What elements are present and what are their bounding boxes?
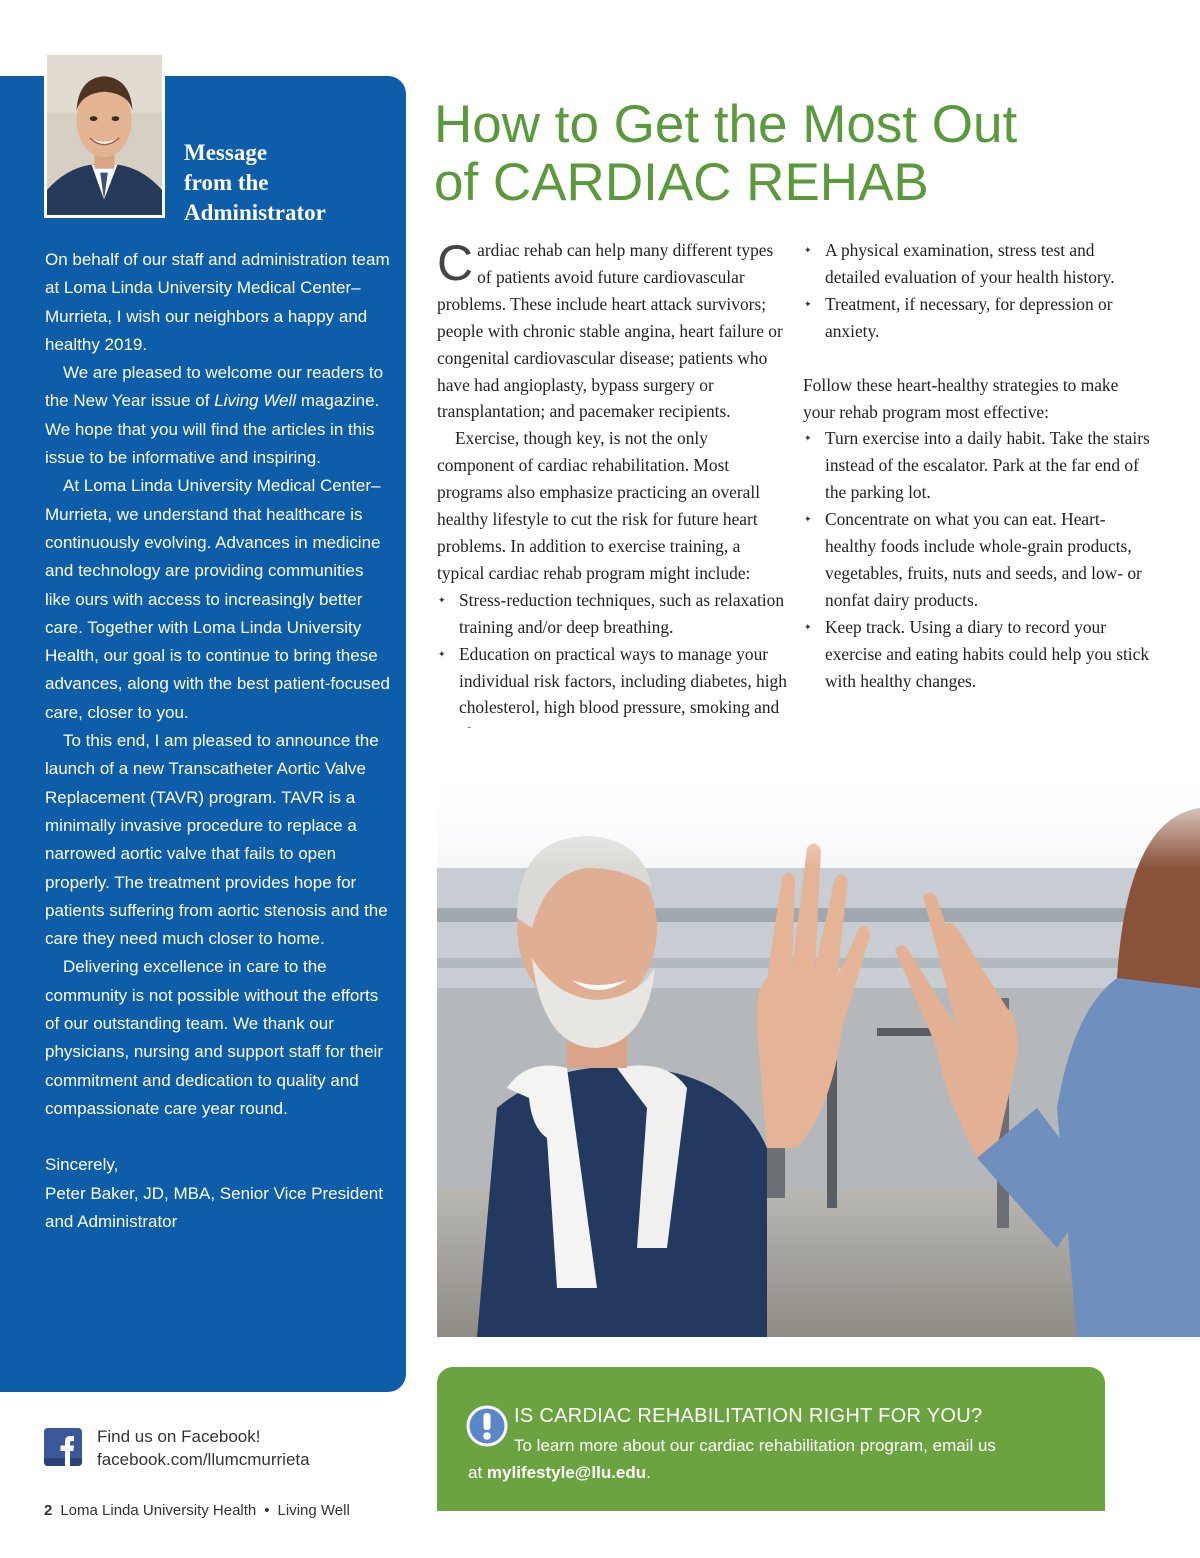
message-body <box>45 246 390 1236</box>
administrator-portrait <box>44 52 165 218</box>
list-item: ✦ Turn exercise into a daily habit. Take the stairs instead of the escalator. Park at the far end of the parking lot. <box>803 425 1153 506</box>
footer-magazine: Living Well <box>277 1502 350 1519</box>
callout-period: . <box>646 1463 651 1482</box>
callout-title: IS CARDIAC REHABILITATION RIGHT FOR YOU? <box>514 1405 983 1427</box>
list-item: ✦ Concentrate on what you can eat. Heart-healthy foods include whole-grain products, vegetables, fruits, nuts and seeds, and low- or nonfat dairy products. <box>803 506 1153 614</box>
footer-bullet: • <box>264 1502 270 1519</box>
rehab-components-list-continued <box>803 237 1153 345</box>
article-intro-text: ardiac rehab can help many different types of patients avoid future cardiovascular problems. These include heart attack survivors; people with chronic stable angina, heart failure or congenital cardiovascular disease; patients who have had angioplasty, bypass surgery or transplantation; and pacemaker recipients. <box>437 240 783 422</box>
rehab-components-list <box>437 587 787 748</box>
magazine-name: Living Well <box>214 391 297 411</box>
callout-text: To learn more about our cardiac rehabilitation program, email us <box>514 1436 996 1455</box>
article-column-2 <box>803 237 1153 695</box>
callout-email-link[interactable]: mylifestyle@llu.edu <box>486 1463 647 1482</box>
photo-top-fade <box>437 728 1200 868</box>
article-paragraph: Follow these heart-healthy strategies to make your rehab program most effective: <box>803 374 1119 422</box>
message-heading-line: Administrator <box>184 200 326 225</box>
signoff: Sincerely, <box>45 1155 119 1175</box>
message-paragraph: Delivering excellence in care to the community is not possible without the efforts of our outstanding team. We thank our physicians, nursing and support staff for their commitment and dedication to quality and compassionate care year round. <box>45 957 383 1118</box>
article-title <box>434 96 1174 212</box>
article-title-line: of CARDIAC REHAB <box>434 153 929 212</box>
portrait-image <box>47 55 162 215</box>
facebook-icon[interactable] <box>44 1428 82 1466</box>
callout-text-at: at <box>468 1463 483 1482</box>
page-footer <box>44 1502 350 1519</box>
article-paragraph: Exercise, though key, is not the only component of cardiac rehabilitation. Most programs also emphasize practicing an overall healthy lifestyle to cut the risk for future heart problems. In addition to exercise training, a typical cardiac rehab program might include: <box>437 428 761 583</box>
signature: Peter Baker, JD, MBA, Senior Vice President and Administrator <box>45 1183 383 1231</box>
list-item: ✦ A physical examination, stress test and detailed evaluation of your health history. <box>803 237 1153 291</box>
page-number: 2 <box>44 1502 53 1519</box>
message-heading-line: Message <box>184 140 268 165</box>
callout-body <box>468 1432 1088 1486</box>
facebook-url[interactable]: facebook.com/llumcmurrieta <box>97 1450 310 1469</box>
facebook-icon-glyph <box>44 1428 82 1466</box>
list-item: ✦ Treatment, if necessary, for depression or anxiety. <box>803 291 1153 345</box>
message-paragraph: On behalf of our staff and administration team at Loma Linda University Medical Center–Murrieta, I wish our neighbors a happy and healthy 2019. <box>45 250 390 354</box>
article-intro <box>437 237 787 425</box>
strategies-list <box>803 425 1153 694</box>
article-column-1 <box>437 237 787 748</box>
message-heading <box>184 138 384 228</box>
footer-publisher: Loma Linda University Health <box>60 1502 257 1519</box>
article-title-line: How to Get the Most Out <box>434 95 1018 154</box>
message-paragraph-text: We are pleased to welcome our readers to the New Year issue of <box>45 363 384 411</box>
message-paragraph-text: magazine. We hope that you will find the articles in this issue to be informative and inspiring. <box>45 391 380 468</box>
message-paragraph: To this end, I am pleased to announce the launch of a new Transcatheter Aortic Valve Replacement (TAVR) program. TAVR is a minimally invasive procedure to replace a narrowed aortic valve that fails to open properly. The treatment provides hope for patients suffering from aortic stenosis and the care they need much closer to home. <box>45 731 388 949</box>
facebook-cta: Find us on Facebook! <box>97 1427 261 1446</box>
list-item: ✦ Keep track. Using a diary to record your exercise and eating habits could help you stick with healthy changes. <box>803 614 1153 695</box>
facebook-info <box>97 1425 310 1471</box>
message-paragraph: At Loma Linda University Medical Center–Murrieta, we understand that healthcare is continuously evolving. Advances in medicine and technology are providing communities like ours with access to increasingly better care. Together with Loma Linda University Health, our goal is to continue to bring these advances, along with the best patient-focused care, closer to you. <box>45 476 390 722</box>
list-item: ✦ Education on practical ways to manage your individual risk factors, including diabetes, high cholesterol, high blood pressure, smoking and <box>437 641 787 749</box>
list-item: ✦ Stress-reduction techniques, such as relaxation training and/or deep breathing. <box>437 587 787 641</box>
drop-cap: C <box>437 235 474 291</box>
message-heading-line: from the <box>184 170 269 195</box>
message-paragraph <box>45 359 390 472</box>
